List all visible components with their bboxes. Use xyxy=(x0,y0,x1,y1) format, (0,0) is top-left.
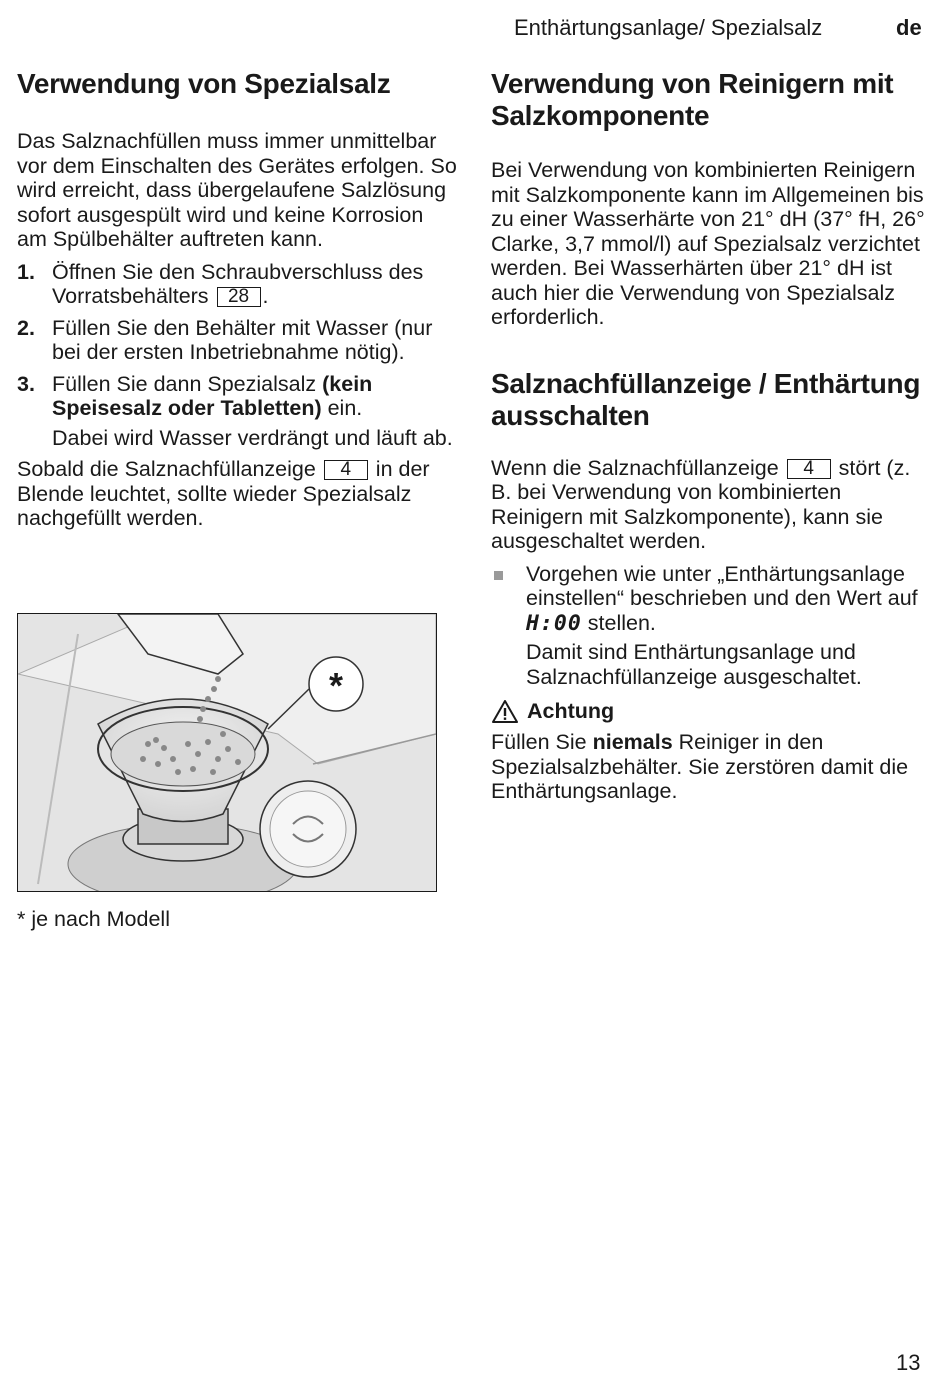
square-bullet-icon xyxy=(494,571,503,580)
right-column xyxy=(491,68,931,804)
left-column xyxy=(17,68,457,531)
warning-text-end: Reiniger in den Spezialsalzbehälter. Sie zerstören damit die Enthärtungsanlage. xyxy=(491,730,909,803)
salt-filling-illustration xyxy=(17,613,437,892)
step-suffix: ein. xyxy=(321,396,363,420)
warning-heading xyxy=(491,699,931,724)
intro-paragraph: Das Salznachfüllen muss immer unmittelbar vor dem Einschalten des Gerätes erfolgen. So wird erreicht, dass übergelaufene Salzlösung sofort ausgespült wird und keine Korrosion am Spülbehälter auftreten kann. xyxy=(17,129,457,251)
step-text: Füllen Sie den Behälter mit Wasser (nur bei der ersten Inbetriebnahme nötig). xyxy=(52,315,433,364)
step-punct: . xyxy=(262,284,269,308)
step-bold-text: (kein Speisesalz oder Tabletten) xyxy=(52,371,373,420)
closing-text-end: in der Blende leuchtet, sollte wieder Spezialsalz nachgefüllt werden. xyxy=(17,457,430,530)
bullet-note: Damit sind Enthärtungsanlage und Salznachfüllanzeige ausgeschaltet. xyxy=(526,640,862,689)
warning-emphasis: niemals xyxy=(592,730,673,754)
bullet-item xyxy=(491,562,931,637)
reference-box: 4 xyxy=(324,460,368,480)
language-code: de xyxy=(896,15,922,40)
warning-text-start: Füllen Sie xyxy=(491,730,587,754)
display-value: H:00 xyxy=(526,610,582,636)
step-text: Füllen Sie dann Spezialsalz xyxy=(52,371,317,396)
model-marker: * xyxy=(328,665,344,706)
step-number: 1. xyxy=(17,259,35,284)
bullet-text-end: stellen. xyxy=(587,610,656,635)
para-text-start: Wenn die Salznachfüllanzeige xyxy=(491,455,779,480)
funnel-illustration xyxy=(18,614,436,891)
step-3 xyxy=(17,372,457,421)
running-header-section: Enthärtungsanlage/ Spezialsalz xyxy=(514,15,823,40)
step-number: 2. xyxy=(17,315,35,340)
reference-box: 4 xyxy=(787,459,831,479)
footnote: * je nach Modell xyxy=(17,907,170,931)
closing-paragraph xyxy=(17,457,457,531)
heading-special-salt: Verwendung von Spezialsalz xyxy=(17,68,391,99)
salt-filling-steps xyxy=(17,260,457,421)
reference-box: 28 xyxy=(217,287,261,307)
step-2 xyxy=(17,316,457,365)
disable-steps xyxy=(491,562,931,637)
step-number: 3. xyxy=(17,371,35,396)
warning-triangle-icon xyxy=(491,699,519,724)
step-3-note: Dabei wird Wasser verdrängt und läuft ab. xyxy=(52,425,453,450)
closing-text-start: Sobald die Salznachfüllanzeige xyxy=(17,457,316,481)
warning-title: Achtung xyxy=(527,699,615,723)
heading-disable-indicator: Salznachfüllanzeige / Enthärtung ausschalten xyxy=(491,367,921,431)
bullet-text: Vorgehen wie unter „Enthärtungsanlage einstellen“ beschrieben und den Wert auf xyxy=(526,561,918,610)
step-text: Öffnen Sie den Schraubverschluss des Vorratsbehälters xyxy=(52,259,424,308)
warning-paragraph xyxy=(491,730,931,804)
page-number: 13 xyxy=(896,1350,921,1375)
disable-indicator-paragraph xyxy=(491,456,931,554)
salt-detergent-paragraph: Bei Verwendung von kombinierten Reinigern mit Salzkomponente kann im Allgemeinen bis zu einer Wasserhärte von 21° dH (37° fH, 26° Clarke, 3,7 mmol/l) auf Spezialsalz verzichtet werden. Bei Wasserhärten über 21° dH ist auch hier die Verwendung von Spezialsalz erforderlich. xyxy=(491,158,925,329)
step-1 xyxy=(17,260,457,309)
heading-salt-detergents: Verwendung von Reinigern mit Salzkomponente xyxy=(491,68,894,131)
para-text-end: stört (z. B. bei Verwendung von kombinierten Reinigern mit Salzkomponente), kann sie ausgeschaltet werden. xyxy=(491,455,911,553)
